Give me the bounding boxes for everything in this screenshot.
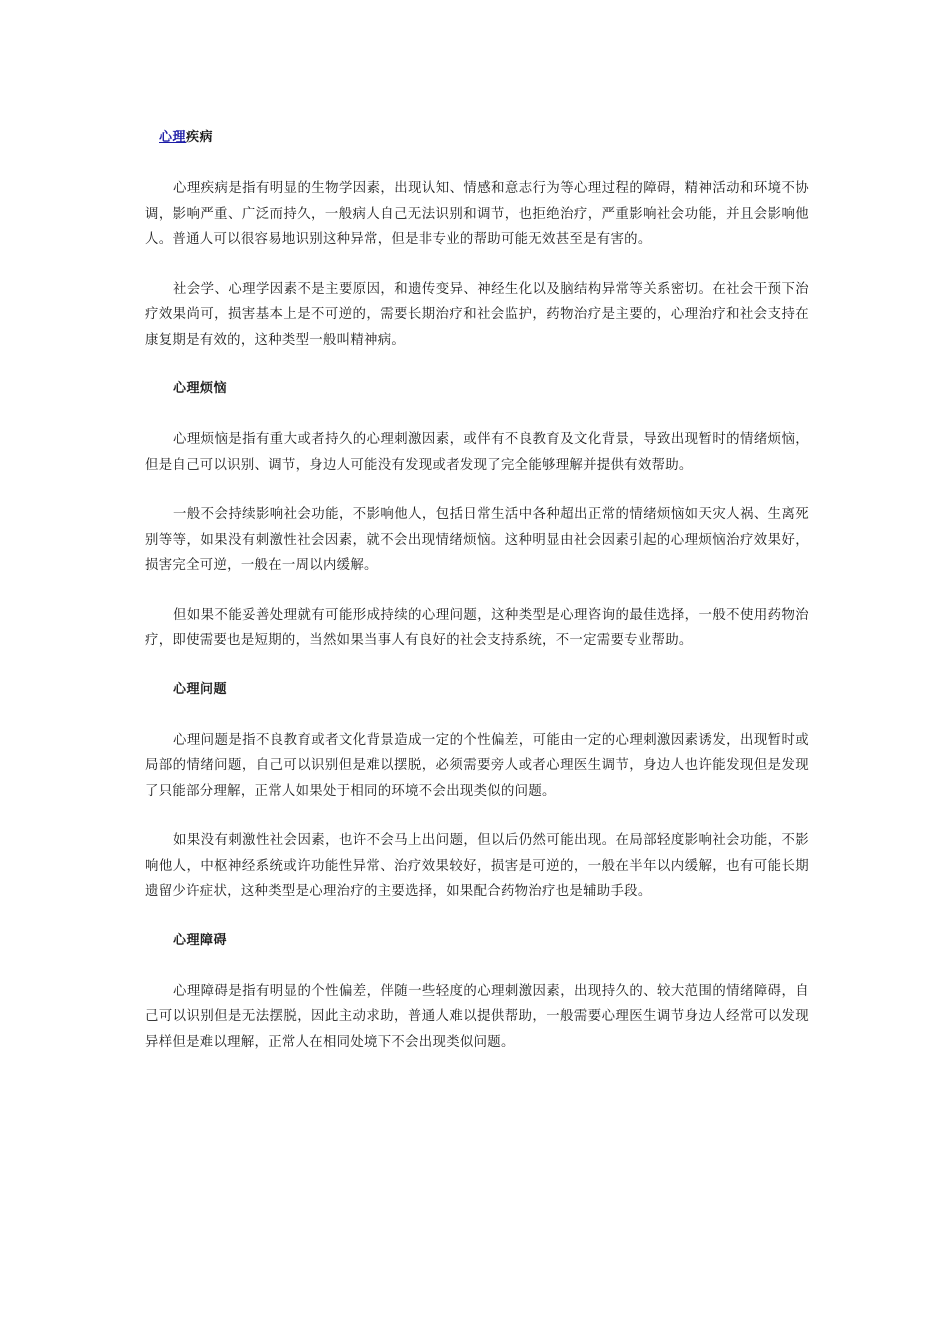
paragraph: 社会学、心理学因素不是主要原因，和遗传变异、神经生化以及脑结构异常等关系密切。在社会干预下治疗效果尚可，损害基本上是不可逆的，需要长期治疗和社会监护，药物治疗是主要的，心理治疗和社会支持在康复期是有效的，这种类型一般叫精神病。 [145, 281, 809, 348]
paragraph: 心理烦恼是指有重大或者持久的心理刺激因素，或伴有不良教育及文化背景，导致出现暂时的情绪烦恼，但是自己可以识别、调节，身边人可能没有发现或者发现了完全能够理解并提供有效帮助。 [145, 432, 809, 473]
paragraph: 心理障碍是指有明显的个性偏差，伴随一些轻度的心理刺激因素，出现持久的、较大范围的情绪障碍，自己可以识别但是无法摆脱，因此主动求助，普通人难以提供帮助，一般需要心理医生调节身边人经常可以发现异样但是难以理解，正常人在相同处境下不会出现类似问题。 [145, 983, 809, 1050]
document-page [145, 126, 809, 1055]
paragraph: 一般不会持续影响社会功能，不影响他人，包括日常生活中各种超出正常的情绪烦恼如天灾人祸、生离死别等等，如果没有刺激性社会因素，就不会出现情绪烦恼。这种明显由社会因素引起的心理烦恼治疗效果好，损害完全可逆，一般在一周以内缓解。 [145, 507, 809, 573]
paragraph: 心理疾病是指有明显的生物学因素，出现认知、情感和意志行为等心理过程的障碍，精神活动和环境不协调，影响严重、广泛而持久，一般病人自己无法识别和调节，也拒绝治疗，严重影响社会功能，并且会影响他人。普通人可以很容易地识别这种异常，但是非专业的帮助可能无效甚至是有害的。 [145, 181, 809, 247]
paragraph: 如果没有刺激性社会因素，也许不会马上出问题，但以后仍然可能出现。在局部轻度影响社会功能，不影响他人，中枢神经系统或许功能性异常、治疗效果较好，损害是可逆的，一般在半年以内缓解，也有可能长期遗留少许症状，这种类型是心理治疗的主要选择，如果配合药物治疗也是辅助手段。 [145, 833, 809, 899]
title-link-xinli[interactable]: 心理 [159, 130, 187, 145]
section-title-mental-illness [145, 126, 809, 150]
section-title-rest: 疾病 [186, 130, 214, 145]
paragraph: 但如果不能妥善处理就有可能形成持续的心理问题，这种类型是心理咨询的最佳选择，一般不使用药物治疗，即使需要也是短期的，当然如果当事人有良好的社会支持系统，不一定需要专业帮助。 [145, 607, 809, 648]
section-title-psychological-distress: 心理烦恼 [173, 381, 228, 396]
section-title-psychological-problem: 心理问题 [173, 681, 228, 697]
paragraph: 心理问题是指不良教育或者文化背景造成一定的个性偏差，可能由一定的心理刺激因素诱发，出现暂时或局部的情绪问题，自己可以识别但是难以摆脱，必须需要旁人或者心理医生调节，身边人也许能发现但是发现了只能部分理解，正常人如果处于相同的环境不会出现类似的问题。 [145, 732, 809, 799]
section-title-psychological-disorder: 心理障碍 [173, 932, 228, 948]
